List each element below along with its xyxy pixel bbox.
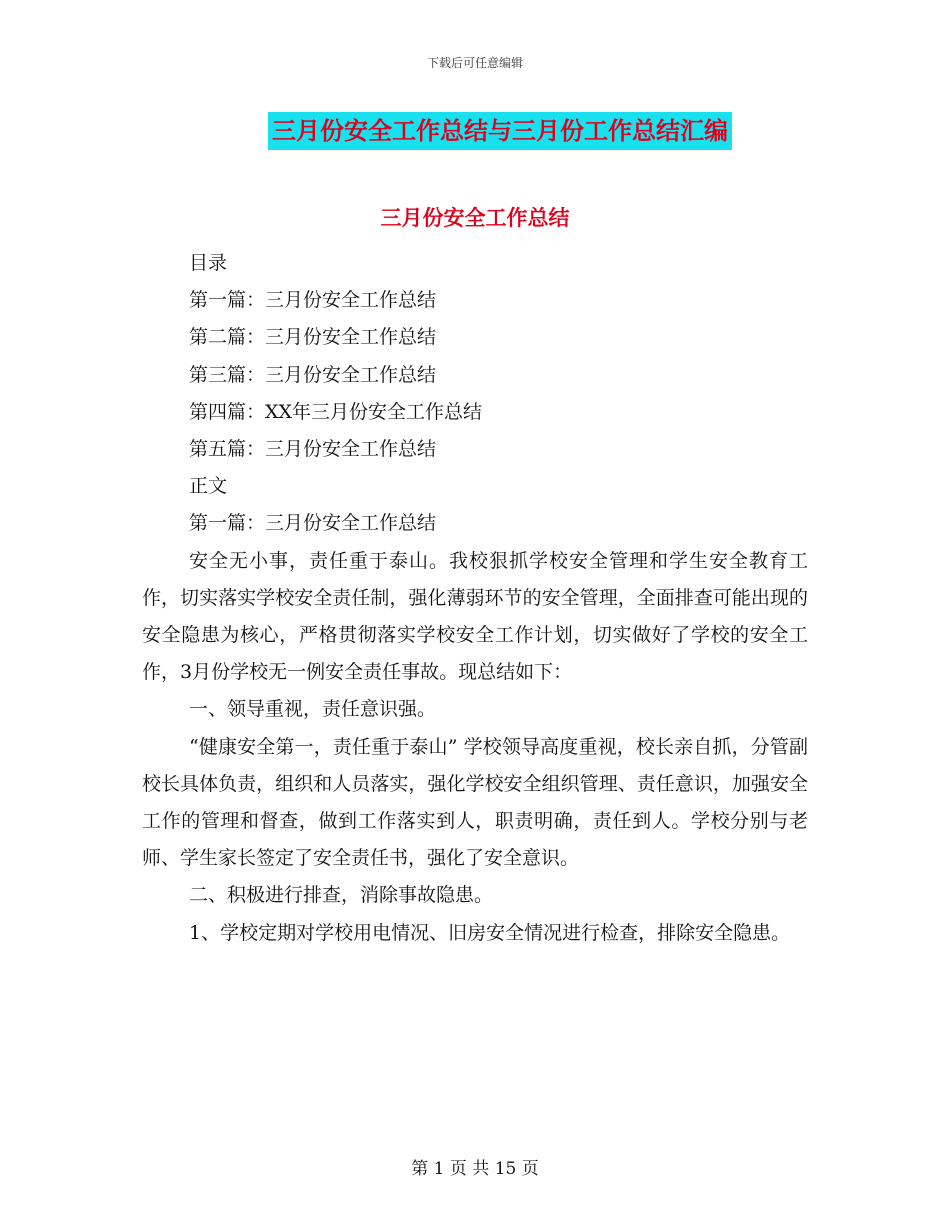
paragraph: “健康安全第一，责任重于泰山” 学校领导高度重视，校长亲自抓，分管副校长具体负责，组织和人员落实，强化学校安全组织管理、责任意识，加强安全工作的管理和督查，做到工作落实到人，职责明确，责任到人。学校分别与老师、学生家长签定了安全责任书，强化了安全意识。	[142, 735, 808, 870]
section-label: 正文	[189, 475, 228, 498]
page-footer: 第 1 页 共 15 页	[411, 1159, 539, 1179]
paragraph: 二、积极进行排查，消除事故隐患。	[189, 884, 494, 907]
sub-title: 三月份安全工作总结	[380, 206, 570, 230]
paragraph: 一、领导重视，责任意识强。	[189, 698, 437, 721]
toc-item-2: 第二篇：三月份安全工作总结	[189, 326, 437, 349]
main-title-wrap	[0, 112, 950, 150]
paragraph: 安全无小事，责任重于泰山。我校狠抓学校安全管理和学生安全教育工作，切实落实学校安全责任制，强化薄弱环节的安全管理，全面排查可能出现的安全隐患为核心，严格贯彻落实学校安全工作计划，切实做好了学校的安全工作，3月份学校无一例安全责任事故。现总结如下：	[142, 549, 808, 684]
main-title: 三月份安全工作总结与三月份工作总结汇编	[268, 112, 732, 150]
toc-heading: 目录	[189, 252, 228, 274]
toc-item-5: 第五篇：三月份安全工作总结	[189, 438, 437, 461]
toc-item-3: 第三篇：三月份安全工作总结	[189, 363, 437, 386]
toc-item-1: 第一篇：三月份安全工作总结	[189, 289, 437, 312]
toc-item-4: 第四篇：XX年三月份安全工作总结	[189, 400, 483, 423]
body-text	[142, 245, 808, 952]
chapter-title: 第一篇：三月份安全工作总结	[189, 512, 437, 535]
header-note: 下载后可任意编辑	[426, 56, 523, 70]
paragraph: 1、学校定期对学校用电情况、旧房安全情况进行检查，排除安全隐患。	[189, 921, 791, 944]
